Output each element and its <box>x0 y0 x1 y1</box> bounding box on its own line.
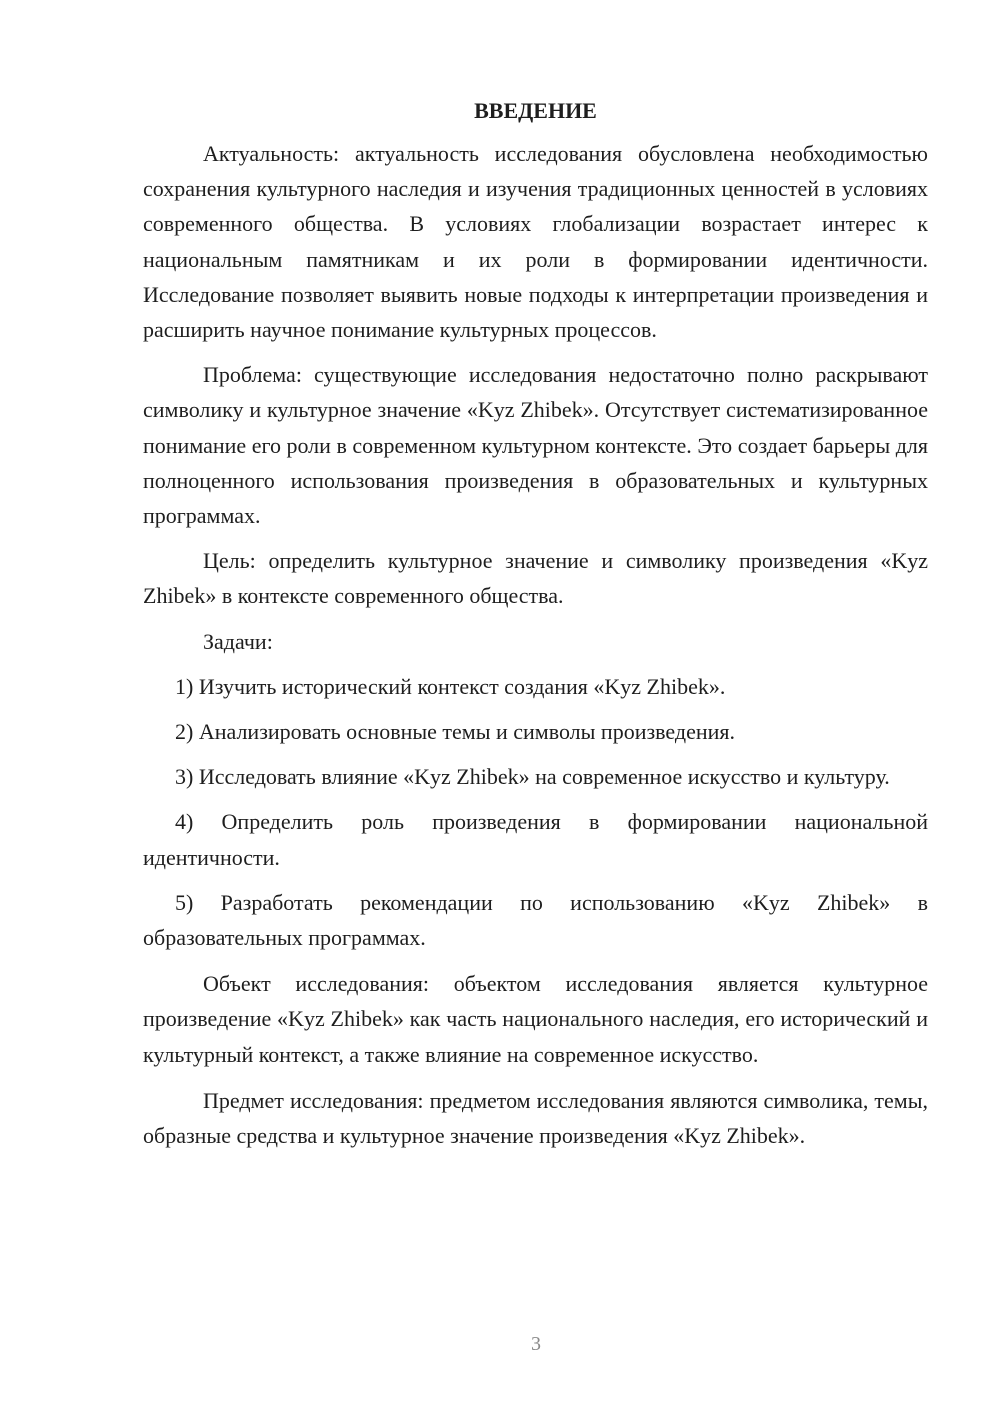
task-item-5: 5) Разработать рекомендации по использованию «Kyz Zhibek» в образовательных программах. <box>143 889 928 951</box>
task-item-4: 4) Определить роль произведения в формировании национальной идентичности. <box>143 809 928 870</box>
task-item-1: 1) Изучить исторический контекст создания «Kyz Zhibek». <box>175 673 726 699</box>
problem-paragraph: Проблема: существующие исследования недостаточно полно раскрывают символику и культурное значение «Kyz Zhibek». Отсутствует систематизированное понимание его роли в современном культурном контексте. Это создает барьеры для полноценного использования произведения в образовательных и культурных программах. <box>143 362 928 529</box>
task-item-3: 3) Исследовать влияние «Kyz Zhibek» на современное искусство и культуру. <box>175 764 890 790</box>
goal-paragraph: Цель: определить культурное значение и символику произведения «Kyz Zhibek» в контексте современного общества. <box>143 548 928 609</box>
subject-paragraph: Предмет исследования: предметом исследования являются символика, темы, образные средства и культурное значение произведения «Kyz Zhibek». <box>143 1087 928 1149</box>
tasks-heading: Задачи: <box>203 628 273 654</box>
relevance-paragraph: Актуальность: актуальность исследования обусловлена необходимостью сохранения культурного наследия и изучения традиционных ценностей в условиях современного общества. В условиях глобализации возрастает интерес к национальным памятникам и их роли в формировании идентичности. Исследование позволяет выявить новые подходы к интерпретации произведения и расширить научное понимание культурных процессов. <box>143 141 928 343</box>
document-page <box>143 96 928 1153</box>
task-item-2: 2) Анализировать основные темы и символы произведения. <box>175 719 736 745</box>
page-title: ВВЕДЕНИЕ <box>474 98 597 123</box>
page-number: 3 <box>531 1333 541 1355</box>
object-paragraph: Объект исследования: объектом исследования является культурное произведение «Kyz Zhibek» как часть национального наследия, его исторический и культурный контекст, а также влияние на современное искусство. <box>143 971 928 1067</box>
